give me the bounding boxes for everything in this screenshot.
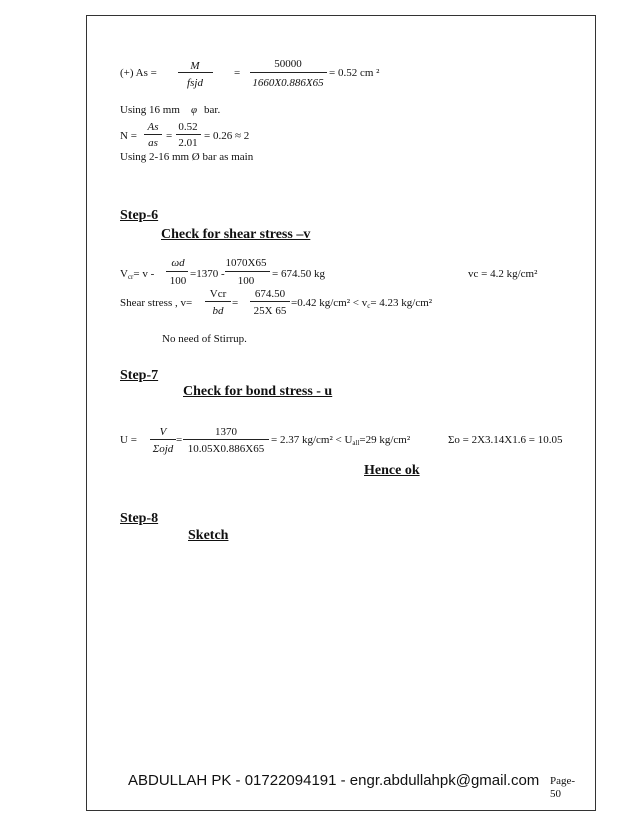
n-value-numerator: 0.52 — [178, 121, 198, 133]
page-border — [86, 15, 596, 811]
shear-result: =0.42 $kg/cm^2 < v_c= 4.23$ kg/cm² — [291, 297, 433, 310]
using-16mm-text: Using 16 mm — [120, 104, 180, 116]
shear-fraction-denominator: bd — [212, 305, 224, 317]
step-7-heading: Step-7 — [120, 368, 159, 383]
as-result: = 0.52 cm ² — [329, 67, 380, 79]
n-equals: = — [166, 130, 173, 142]
as-value-numerator: 50000 — [274, 58, 302, 70]
step-8-subheading: Sketch — [188, 528, 229, 543]
u-fraction-numerator: V — [159, 426, 167, 438]
as-equals: = — [234, 67, 241, 79]
n-fraction-bar — [144, 134, 162, 135]
sum-o-note: Σo = 2X3.14X1.6 = 10.05 — [448, 434, 563, 446]
bar-word: bar. — [204, 104, 221, 116]
vcr-mid: =1370 - — [190, 268, 225, 280]
step-6-heading: Step-6 — [120, 208, 159, 223]
vcr-result: = 674.50 kg — [272, 268, 325, 280]
as-value-bar — [250, 72, 327, 73]
using-main-bar-text: Using 2-16 mm Ø bar as main — [120, 151, 254, 163]
step-8-heading: Step-8 — [120, 511, 159, 526]
shear-value-denominator: 25X 65 — [253, 305, 287, 317]
no-stirrup-note: No need of Stirrup. — [162, 333, 247, 345]
n-result: = 0.26 ≈ 2 — [204, 130, 250, 142]
hence-ok-text: Hence ok — [364, 463, 420, 478]
vcr-value-denominator: 100 — [237, 275, 255, 287]
u-value-numerator: 1370 — [215, 426, 237, 438]
as-fraction-bar — [178, 72, 213, 73]
u-label: U = — [120, 434, 137, 446]
phi-symbol: φ — [191, 104, 198, 116]
u-result: = 2.37 $kg/cm^2 < U_{all}=29$ kg/cm² — [271, 434, 411, 447]
shear-value-bar — [250, 301, 290, 302]
vcr-value-bar — [225, 271, 270, 272]
vcr-fraction-denominator: 100 — [169, 275, 187, 287]
as-fraction-denominator: fsjd — [187, 77, 203, 89]
footer-author-contact: ABDULLAH PK - 01722094191 - engr.abdullahpk@gmail.com — [128, 772, 540, 789]
n-label: N = — [120, 130, 137, 142]
u-fraction-denominator: Σojd — [152, 443, 174, 455]
n-value-denominator: 2.01 — [178, 137, 198, 149]
as-fraction-numerator: M — [190, 60, 200, 72]
n-fraction-denominator: as — [148, 137, 158, 149]
shear-value-numerator: 674.50 — [254, 288, 286, 300]
step-7-subheading: Check for bond stress - u — [183, 384, 333, 399]
vcr-value-numerator: 1070X65 — [225, 257, 267, 269]
vcr-fraction-bar — [166, 271, 188, 272]
document-page — [8, 0, 630, 826]
as-label: (+) As = — [120, 67, 157, 79]
vc-note: vc = 4.2 kg/cm² — [468, 268, 538, 280]
as-value-denominator: 1660X0.886X65 — [252, 77, 324, 89]
step-6-subheading: Check for shear stress –v — [161, 227, 311, 242]
page-number: Page- 50 — [550, 775, 576, 800]
shear-equals: = — [232, 297, 239, 309]
shear-stress-label: Shear stress , v= — [120, 297, 193, 309]
u-value-bar — [183, 439, 269, 440]
n-fraction-numerator: As — [147, 121, 159, 133]
u-value-denominator: 10.05X0.886X65 — [187, 443, 265, 455]
shear-fraction-numerator: Vcr — [209, 288, 227, 300]
shear-fraction-bar — [205, 301, 231, 302]
u-fraction-bar — [150, 439, 176, 440]
n-value-bar — [176, 134, 201, 135]
u-equals: = — [176, 434, 183, 446]
vcr-fraction-numerator: ωd — [171, 257, 185, 269]
vcr-label: $V_{cr}= v$ - — [120, 268, 155, 281]
